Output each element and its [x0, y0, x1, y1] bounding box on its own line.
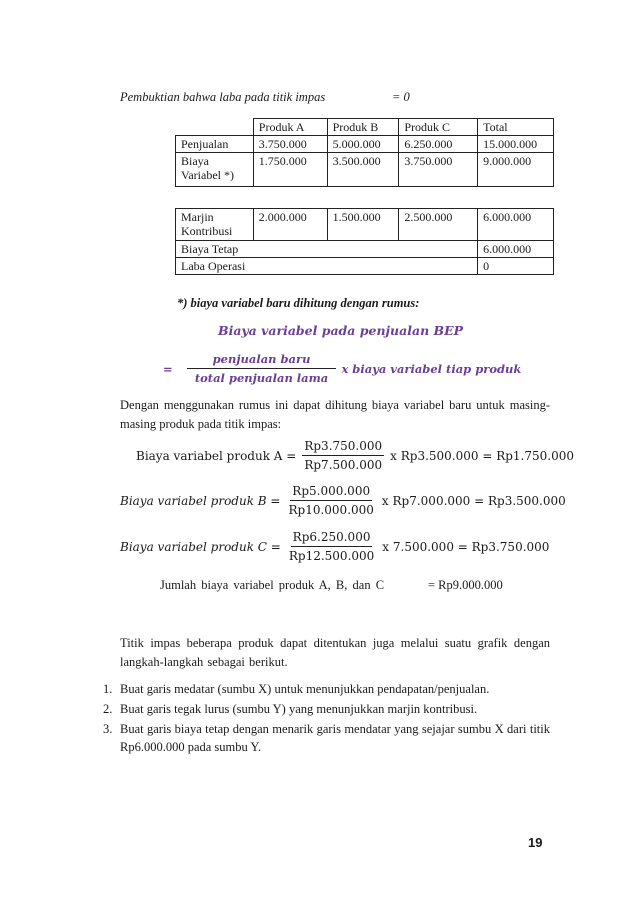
- sum-label: [160, 578, 384, 593]
- table-row-marjin: [176, 209, 554, 241]
- table-cell: 3.750.000: [253, 136, 327, 153]
- table-cell: 3.750.000: [399, 153, 478, 187]
- formula-equals: =: [163, 361, 173, 376]
- formula-denominator: total penjualan lama: [194, 371, 329, 385]
- table-header-cell: Produk A: [253, 119, 327, 136]
- table-cell: 2.500.000: [399, 209, 478, 241]
- table-cell: 9.000.000: [478, 153, 554, 187]
- formula-title-text: Biaya variabel pada penjualan BEP: [218, 323, 464, 338]
- table-row-penjualan: [176, 136, 554, 153]
- list-item-number: 3.: [103, 722, 113, 736]
- sum-value-text: = Rp9.000.000: [428, 578, 503, 592]
- table-row-biaya-tetap: [176, 241, 554, 258]
- table-spacer: [176, 187, 554, 209]
- table-cell: Marjin Kontribusi: [176, 209, 254, 241]
- list-item: [103, 680, 550, 698]
- proof-statement: [120, 90, 325, 105]
- paragraph-graph: [120, 634, 550, 672]
- table-cell: 3.500.000: [327, 153, 399, 187]
- sum-value: [428, 578, 503, 593]
- cost-table: [175, 118, 554, 275]
- calc-label: Biaya variabel produk C =: [120, 539, 281, 554]
- page-number-text: 19: [528, 835, 543, 850]
- formula-fraction: [187, 352, 337, 385]
- list-item-text: Buat garis biaya tetap dengan menarik garis mendatar yang sejajar sumbu X dari titik Rp6.000.000 pada sumbu Y.: [120, 722, 550, 754]
- table-header-empty: [176, 119, 254, 136]
- table-cell: Penjualan: [176, 136, 254, 153]
- calc-row-c: [120, 530, 549, 563]
- table-cell: Biaya Variabel *): [176, 153, 254, 187]
- sum-label-text: Jumlah biaya variabel produk A, B, dan C: [160, 578, 385, 592]
- table-cell: 2.000.000: [253, 209, 327, 241]
- proof-equals-text: = 0: [392, 90, 410, 104]
- table-cell: 1.500.000: [327, 209, 399, 241]
- list-item: [103, 720, 550, 756]
- table-header-cell: Produk C: [399, 119, 478, 136]
- formula-note-text: *) biaya variabel baru dihitung dengan rumus:: [177, 296, 420, 310]
- calc-numerator: Rp5.000.000: [290, 484, 372, 501]
- calc-numerator: Rp3.750.000: [302, 439, 384, 456]
- table-header-row: [176, 119, 554, 136]
- calc-row-a: [136, 439, 574, 472]
- calc-result: x 7.500.000 = Rp3.750.000: [382, 539, 550, 554]
- calc-result: x Rp7.000.000 = Rp3.500.000: [381, 493, 566, 508]
- table-row-laba-operasi: [176, 258, 554, 275]
- list-item-text: Buat garis medatar (sumbu X) untuk menunjukkan pendapatan/penjualan.: [120, 682, 490, 696]
- proof-statement-text: Pembuktian bahwa laba pada titik impas: [120, 90, 326, 104]
- calc-fraction: [286, 484, 375, 517]
- table-cell: 6.250.000: [399, 136, 478, 153]
- paragraph-graph-text: Titik impas beberapa produk dapat ditentukan juga melalui suatu grafik dengan langkah-langkah sebagai berikut.: [120, 636, 550, 669]
- table-cell: 0: [478, 258, 554, 275]
- paragraph-intro: [120, 396, 550, 434]
- calc-denominator: Rp10.000.000: [288, 503, 374, 517]
- list-item-number: 2.: [103, 702, 113, 716]
- formula-expression: [163, 352, 521, 385]
- steps-list: [103, 680, 550, 756]
- calc-fraction: [302, 439, 384, 472]
- table-cell: 6.000.000: [478, 209, 554, 241]
- table-row-biaya-variabel: [176, 153, 554, 187]
- calc-fraction: [287, 530, 376, 563]
- calc-label: Biaya variabel produk A =: [136, 448, 297, 463]
- calc-numerator: Rp6.250.000: [291, 530, 373, 547]
- table-cell: Laba Operasi: [176, 258, 478, 275]
- calc-denominator: Rp12.500.000: [288, 549, 375, 563]
- calc-result: x Rp3.500.000 = Rp1.750.000: [390, 448, 574, 463]
- formula-multiplier: x biaya variabel tiap produk: [341, 361, 522, 376]
- list-item: [103, 700, 550, 718]
- calc-row-b: [120, 484, 566, 517]
- calc-denominator: Rp7.500.000: [304, 458, 383, 472]
- table-cell: 1.750.000: [253, 153, 327, 187]
- formula-note: [177, 296, 419, 311]
- table-cell: 5.000.000: [327, 136, 399, 153]
- table-cell: Biaya Tetap: [176, 241, 478, 258]
- formula-numerator: penjualan baru: [187, 352, 337, 369]
- table-cell: 15.000.000: [478, 136, 554, 153]
- page-number: [528, 835, 542, 850]
- table-header-cell: Total: [478, 119, 554, 136]
- list-item-text: Buat garis tegak lurus (sumbu Y) yang menunjukkan marjin kontribusi.: [120, 702, 478, 716]
- proof-equals: [392, 90, 410, 105]
- paragraph-intro-text: Dengan menggunakan rumus ini dapat dihitung biaya variabel baru untuk masing-masing produk pada titik impas:: [120, 398, 550, 431]
- table-header-cell: Produk B: [327, 119, 399, 136]
- formula-title: [218, 323, 463, 338]
- table-spacer-row: [176, 187, 554, 209]
- list-item-number: 1.: [103, 682, 113, 696]
- table-cell: 6.000.000: [478, 241, 554, 258]
- calc-label: Biaya variabel produk B =: [120, 493, 281, 508]
